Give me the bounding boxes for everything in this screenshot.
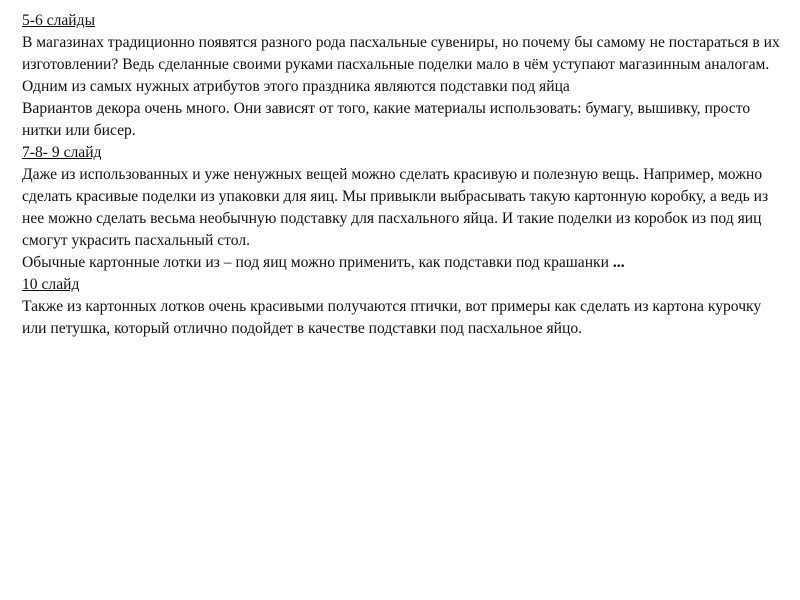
- paragraph-carton-trays: [22, 252, 782, 274]
- paragraph-egg-stands: Одним из самых нужных атрибутов этого праздника являются подставки под яйца: [22, 78, 570, 95]
- section-heading-7-8-9: 7-8- 9 слайд: [22, 144, 102, 161]
- slide-text-body: [22, 10, 782, 340]
- paragraph-decor-variants: Вариантов декора очень много. Они зависят от того, какие материалы использовать: бумагу, вышивку, просто нитки или бисер.: [22, 100, 751, 139]
- paragraph-souvenirs: В магазинах традиционно появятся разного рода пасхальные сувениры, но почему бы самому не постараться в их изготовлении? Ведь сделанные своими руками пасхальные поделки мало в чём уступают магазинным аналогам.: [22, 34, 780, 73]
- section-heading-5-6: 5-6 слайды: [22, 12, 96, 29]
- carton-trays-text: Обычные картонные лотки из – под яиц можно применить, как подставки под крашанки: [22, 254, 609, 271]
- paragraph-egg-cartons: Даже из использованных и уже ненужных вещей можно сделать красивую и полезную вещь. Например, можно сделать красивые поделки из упаковки для яиц. Мы привыкли выбрасывать такую картонную коробку, а ведь из нее можно сделать весьма необычную подставку для пасхального яйца. И такие поделки из коробок из под яиц смогут украсить пасхальный стол.: [22, 166, 769, 249]
- section-heading-10: 10 слайд: [22, 276, 80, 293]
- carton-trays-ellipsis: ...: [612, 254, 625, 271]
- paragraph-birds: Также из картонных лотков очень красивыми получаются птички, вот примеры как сделать из картона курочку или петушка, который отлично подойдет в качестве подставки под пасхальное яйцо.: [22, 298, 762, 337]
